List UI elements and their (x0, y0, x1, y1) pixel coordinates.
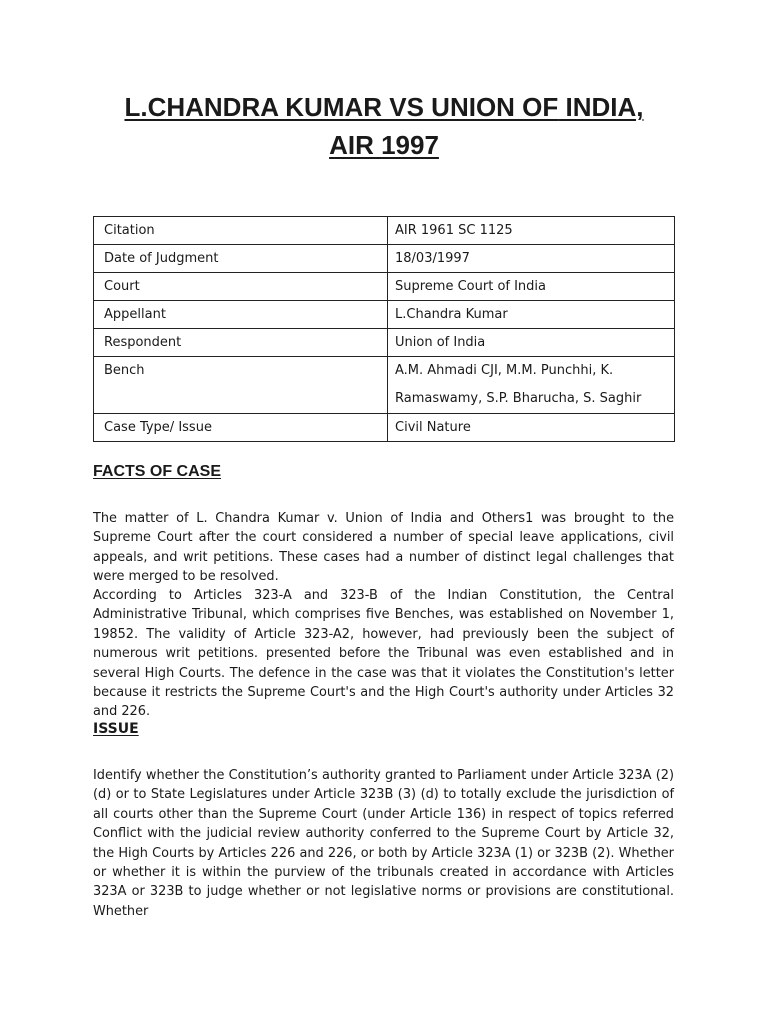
title-line2: AIR 1997 (329, 130, 439, 160)
title-line1-part1: L.CHANDRA KUMAR VS UNION OF (124, 92, 559, 122)
table-value-cell: Union of India (388, 329, 675, 357)
table-row (94, 329, 675, 357)
table-row (94, 217, 675, 245)
table-row (94, 245, 675, 273)
facts-paragraph-2: According to Articles 323-A and 323-B of the Indian Constitution, the Central Administrative Tribunal, which comprises five Benches, was established on November 1, 19852. The validity of Article 323-A2, however, had previously been the subject of numerous writ petitions. presented before the Tribunal was even established and in several High Courts. The defence in the case was that it violates the Constitution's letter because it restricts the Supreme Court's and the High Court's authority under Articles 32 and 226. (93, 588, 674, 720)
facts-paragraph-1: The matter of L. Chandra Kumar v. Union of India and Others1 was brought to the Supreme Court after the court considered a number of special leave applications, civil appeals, and writ petitions. These cases had a number of distinct legal challenges that were merged to be resolved. (93, 511, 674, 585)
table-key-cell: Appellant (94, 301, 388, 329)
table-value-cell: AIR 1961 SC 1125 (388, 217, 675, 245)
table-key-cell: Court (94, 273, 388, 301)
table-value-cell: A.M. Ahmadi CJI, M.M. Punchhi, K. Ramaswamy, S.P. Bharucha, S. Saghir (388, 357, 675, 414)
table-key-cell: Case Type/ Issue (94, 414, 388, 442)
table-row (94, 357, 675, 414)
facts-heading: FACTS OF CASE (93, 463, 222, 480)
table-value-cell: 18/03/1997 (388, 245, 675, 273)
issue-paragraph-1: Identify whether the Constitution’s authority granted to Parliament under Article 323A (2) (d) or to State Legislatures under Article 323B (3) (d) to totally exclude the jurisdiction of all courts other than the Supreme Court (under Article 136) in respect of topics referred Conflict with the judicial review authority conferred to the Supreme Court by Article 32, the High Courts by Articles 226 and 226, or both by Article 323A (1) or 323B (2). Whether or whether it is within the purview of the tribunals created in accordance with Articles 323A or 323B to judge whether or not legislative norms or provisions are constitutional. Whether (93, 768, 674, 919)
table-row (94, 414, 675, 442)
case-details-table (93, 216, 675, 442)
table-key-cell: Respondent (94, 329, 388, 357)
table-value-cell: Civil Nature (388, 414, 675, 442)
table-row (94, 301, 675, 329)
title-line1-part2: INDIA, (565, 92, 644, 122)
document-title (60, 88, 708, 164)
table-value-cell: Supreme Court of India (388, 273, 675, 301)
table-value-cell: L.Chandra Kumar (388, 301, 675, 329)
table-key-cell: Citation (94, 217, 388, 245)
issue-heading: ISSUE (93, 721, 139, 737)
table-row (94, 273, 675, 301)
table-key-cell: Bench (94, 357, 388, 414)
table-key-cell: Date of Judgment (94, 245, 388, 273)
